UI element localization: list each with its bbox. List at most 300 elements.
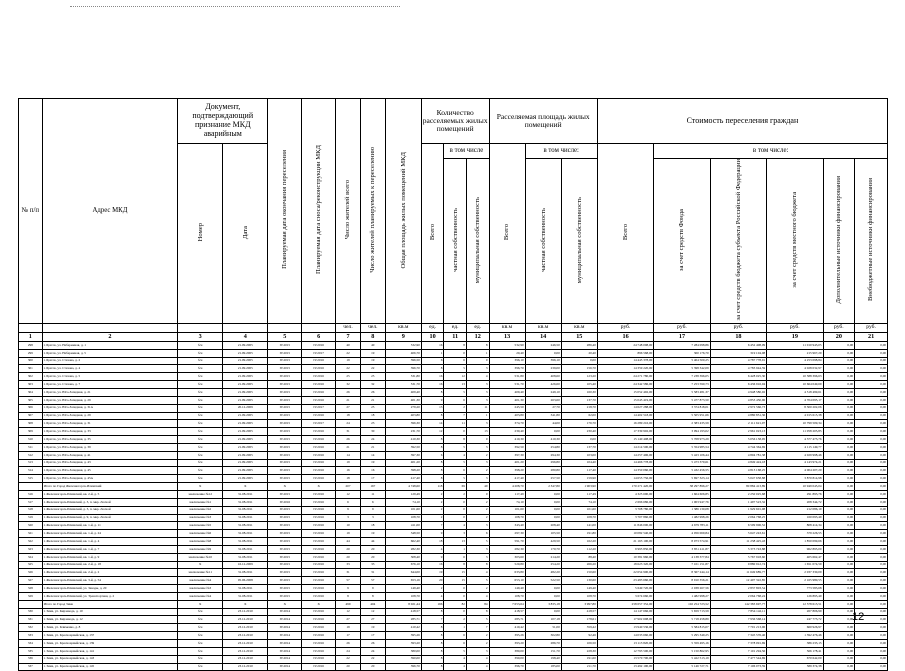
table-cell: 31.08.2011 bbox=[223, 506, 268, 514]
column-number-cell: 9 bbox=[385, 332, 421, 341]
table-cell: г. Братск, ул. Юго-Западная, д. 31 bbox=[42, 420, 177, 428]
table-cell: б/н bbox=[178, 428, 223, 436]
table-cell: 0,00 bbox=[855, 498, 888, 506]
table-cell: IV.2015 bbox=[268, 420, 302, 428]
table-cell: 22 bbox=[360, 365, 385, 373]
table-cell: 159,90 bbox=[561, 475, 597, 483]
table-cell: 1 850 099,66 bbox=[767, 538, 823, 546]
table-cell: 23.12.2010 bbox=[223, 632, 268, 640]
table-cell: 4 015 615,38 bbox=[767, 412, 823, 420]
table-cell: 108,70 bbox=[561, 592, 597, 600]
table-cell: б/н bbox=[178, 436, 223, 444]
table-cell: 808 414,34 bbox=[767, 522, 823, 530]
header-cost-extrabudget: Внебюджетные источники финансирования bbox=[855, 159, 888, 324]
table-cell: 14 350 060,00 bbox=[597, 467, 653, 475]
table-cell: IV.2015 bbox=[268, 514, 302, 522]
table-cell: 17 bbox=[360, 632, 385, 640]
table-cell: 9 bbox=[421, 530, 444, 538]
table-cell: 5 583 481,37 bbox=[654, 389, 710, 397]
table-cell: заключение №5 bbox=[178, 522, 223, 530]
table-cell: 2 037 330,09 bbox=[767, 569, 823, 577]
table-cell: 16 bbox=[421, 341, 444, 349]
table-cell: 0,00 bbox=[525, 514, 561, 522]
table-row bbox=[19, 545, 888, 553]
table-cell: 1 003 947,76 bbox=[654, 498, 710, 506]
table-cell: 2 961 023,13 bbox=[710, 428, 766, 436]
table-cell: 653,16 bbox=[385, 577, 421, 585]
table-cell: 0,00 bbox=[855, 357, 888, 365]
table-cell: 26 bbox=[336, 389, 361, 397]
table-cell: 25 bbox=[360, 373, 385, 381]
table-cell: IV.2016 bbox=[302, 561, 336, 569]
table-cell: 282,30 bbox=[385, 545, 421, 553]
table-cell: г. Железногорск-Илимский, ул. Транспортная, д. 2 bbox=[42, 592, 177, 600]
table-row bbox=[19, 608, 888, 616]
table-cell: 2 bbox=[444, 616, 467, 624]
table-cell: г. Братск, ул. Юго-Западная, д. 35 bbox=[42, 436, 177, 444]
table-cell: 74,10 bbox=[385, 498, 421, 506]
header-cost-group: Стоимость переселения граждан bbox=[597, 99, 887, 144]
table-cell: г. Братск, ул. Юго-Западная, д. 21 bbox=[42, 389, 177, 397]
table-row bbox=[19, 436, 888, 444]
table-cell: 26 bbox=[360, 389, 385, 397]
table-cell: IV.2015 bbox=[268, 475, 302, 483]
table-cell: 19 bbox=[336, 357, 361, 365]
table-cell: 7 bbox=[444, 412, 467, 420]
table-cell: 19 bbox=[360, 459, 385, 467]
table-cell: 22 bbox=[336, 349, 361, 357]
table-cell: 5 659 713,59 bbox=[654, 608, 710, 616]
table-cell: 19 bbox=[336, 624, 361, 632]
table-cell: 318 bbox=[19, 506, 43, 514]
table-row bbox=[19, 475, 888, 483]
table-cell: IV.2016 bbox=[302, 373, 336, 381]
table-cell: 404 bbox=[360, 600, 385, 608]
table-cell: 228,30 bbox=[561, 647, 597, 655]
table-cell: 21.09.2005 bbox=[223, 420, 268, 428]
table-cell: г. Зима, ул. Красноармейская, д. 137 bbox=[42, 632, 177, 640]
table-cell: 21.09.2005 bbox=[223, 459, 268, 467]
table-cell: 0,00 bbox=[855, 530, 888, 538]
table-cell: 12 bbox=[444, 373, 467, 381]
table-cell: 21 bbox=[360, 443, 385, 451]
table-cell: 31 bbox=[336, 569, 361, 577]
table-cell: 0,00 bbox=[855, 577, 888, 585]
table-cell: 5 649 720,00 bbox=[597, 585, 653, 593]
table-cell: 328 bbox=[19, 585, 43, 593]
table-cell: 17 bbox=[360, 475, 385, 483]
table-cell: 137,70 bbox=[561, 396, 597, 404]
table-row bbox=[19, 592, 888, 600]
table-cell: 103,00 bbox=[561, 451, 597, 459]
table-cell: 8 bbox=[444, 436, 467, 444]
table-cell: 6 452 408,09 bbox=[710, 341, 766, 349]
table-row bbox=[19, 428, 888, 436]
table-row bbox=[19, 420, 888, 428]
table-cell: б/н bbox=[178, 459, 223, 467]
table-cell: 0,00 bbox=[855, 632, 888, 640]
table-cell: 3 bbox=[444, 530, 467, 538]
table-cell: 0,00 bbox=[823, 577, 855, 585]
column-number-cell: 2 bbox=[42, 332, 177, 341]
table-cell: 16.12.2009 bbox=[223, 561, 268, 569]
table-cell: IV.2015 bbox=[268, 428, 302, 436]
units-row bbox=[19, 323, 888, 332]
table-cell: б/н bbox=[178, 389, 223, 397]
table-cell: 1 497 523,32 bbox=[710, 498, 766, 506]
table-cell: 88,40 bbox=[561, 553, 597, 561]
table-cell: 6 bbox=[444, 467, 467, 475]
column-number-cell: 8 bbox=[360, 332, 385, 341]
table-cell: 2 250 025,68 bbox=[710, 490, 766, 498]
table-cell: 315 bbox=[19, 475, 43, 483]
table-cell: 257,50 bbox=[525, 475, 561, 483]
table-cell: б/н bbox=[178, 443, 223, 451]
table-cell: 7 284 098,86 bbox=[654, 341, 710, 349]
table-cell: 17 339 902,00 bbox=[597, 428, 653, 436]
table-cell: 27,70 bbox=[525, 404, 561, 412]
table-cell: 8 bbox=[421, 475, 444, 483]
table-cell: 395,26 bbox=[385, 632, 421, 640]
table-cell: 31.08.2011 bbox=[223, 569, 268, 577]
table-cell bbox=[19, 483, 43, 491]
table-cell: IV.2016 bbox=[302, 467, 336, 475]
unit-cell: руб. bbox=[597, 323, 653, 332]
table-cell: 392,50 bbox=[489, 443, 525, 451]
table-cell: 05.06.2008 bbox=[223, 577, 268, 585]
table-cell: 27 bbox=[336, 404, 361, 412]
table-cell: 21.09.2005 bbox=[223, 389, 268, 397]
table-cell: 10 949 045,04 bbox=[767, 483, 823, 491]
table-cell: 105,40 bbox=[561, 381, 597, 389]
table-cell: 2 bbox=[466, 498, 489, 506]
table-cell: 0,00 bbox=[855, 451, 888, 459]
table-cell: г. Зима, ул. Красноармейская, д. 139 bbox=[42, 640, 177, 648]
table-cell: 300 176,70 bbox=[654, 349, 710, 357]
table-cell: 19 bbox=[421, 569, 444, 577]
unit-cell bbox=[268, 323, 302, 332]
column-number-cell: 4 bbox=[223, 332, 268, 341]
table-cell: 19 bbox=[360, 624, 385, 632]
table-cell: 2 bbox=[421, 490, 444, 498]
table-cell: 5 bbox=[444, 443, 467, 451]
table-cell: 1 bbox=[421, 349, 444, 357]
table-cell: 379 226,55 bbox=[767, 530, 823, 538]
table-cell: X bbox=[302, 483, 336, 491]
table-cell: заключение №4 bbox=[178, 577, 223, 585]
table-cell: 17 bbox=[336, 632, 361, 640]
table-cell: 7 253 590,73 bbox=[654, 381, 710, 389]
unit-cell: ед. bbox=[444, 323, 467, 332]
table-cell: IV.2016 bbox=[302, 545, 336, 553]
table-cell: 0,00 bbox=[823, 498, 855, 506]
table-cell: 185,00 bbox=[525, 663, 561, 671]
table-cell: 22 bbox=[336, 365, 361, 373]
table-cell: 130,60 bbox=[561, 577, 597, 585]
table-cell: 1 482 998,27 bbox=[654, 592, 710, 600]
table-cell: IV.2016 bbox=[302, 381, 336, 389]
table-cell: 14 627 288,00 bbox=[597, 404, 653, 412]
table-cell: 0,00 bbox=[823, 600, 855, 608]
table-cell: 4 849 424,18 bbox=[710, 459, 766, 467]
table-cell: 17 902 698,00 bbox=[597, 616, 653, 624]
table-cell: 1 929 601,98 bbox=[710, 506, 766, 514]
table-cell: IV.2016 bbox=[302, 577, 336, 585]
table-cell: IV.2016 bbox=[302, 608, 336, 616]
table-cell: 3 bbox=[466, 420, 489, 428]
table-cell: IV.2015 bbox=[268, 530, 302, 538]
table-cell: г. Железногорск-Илимский, кв. 2-й, д. 5 bbox=[42, 490, 177, 498]
table-cell: 4 029 998,46 bbox=[767, 451, 823, 459]
table-cell: 380,00 bbox=[385, 647, 421, 655]
table-cell: 16 289 216,00 bbox=[597, 420, 653, 428]
table-cell: 0,00 bbox=[855, 592, 888, 600]
table-cell: 0,00 bbox=[855, 553, 888, 561]
table-cell: 0 bbox=[444, 506, 467, 514]
table-cell: 4 208,70 bbox=[489, 483, 525, 491]
table-cell: IV.2016 bbox=[302, 357, 336, 365]
table-cell: 21.09.2005 bbox=[223, 365, 268, 373]
table-cell: 21 163 100,00 bbox=[597, 538, 653, 546]
table-cell: 51,00 bbox=[525, 624, 561, 632]
table-cell: 6 bbox=[360, 498, 385, 506]
table-cell: 531,70 bbox=[385, 381, 421, 389]
table-cell: IV.2015 bbox=[268, 443, 302, 451]
table-cell: 302 bbox=[19, 373, 43, 381]
table-cell: 4 bbox=[466, 592, 489, 600]
table-cell: 321 bbox=[19, 530, 43, 538]
table-cell: 0 bbox=[444, 592, 467, 600]
table-row bbox=[19, 522, 888, 530]
table-cell: г. Братск, ул. Юго-Западная, д. 43 bbox=[42, 459, 177, 467]
table-row bbox=[19, 655, 888, 663]
table-cell: IV.2015 bbox=[268, 365, 302, 373]
table-cell: 0,00 bbox=[855, 373, 888, 381]
table-cell: 418,57 bbox=[489, 608, 525, 616]
table-cell: б/н bbox=[178, 467, 223, 475]
table-cell: 11 bbox=[360, 490, 385, 498]
table-cell: г. Братск, ул. Юго-Западная, д. 41 bbox=[42, 451, 177, 459]
table-cell: 393,20 bbox=[489, 640, 525, 648]
table-cell: 11 846 000,00 bbox=[597, 522, 653, 530]
table-cell: 417,40 bbox=[385, 475, 421, 483]
table-cell: IV.2015 bbox=[268, 553, 302, 561]
table-cell: IV.2015 bbox=[268, 585, 302, 593]
table-cell: 0,00 bbox=[855, 514, 888, 522]
table-cell: 21.09.2005 bbox=[223, 373, 268, 381]
table-cell: 13 bbox=[444, 381, 467, 389]
table-cell: 14 359 220,00 bbox=[597, 365, 653, 373]
table-row bbox=[19, 467, 888, 475]
table-cell: 5 150 862,95 bbox=[654, 647, 710, 655]
table-cell: 11 010 943,05 bbox=[767, 341, 823, 349]
header-area-municipal: муниципальная собственность bbox=[561, 159, 597, 324]
table-cell: 18 bbox=[336, 412, 361, 420]
table-cell: 9 bbox=[421, 553, 444, 561]
table-cell: 160 093,49 bbox=[767, 514, 823, 522]
table-cell: 9 bbox=[336, 506, 361, 514]
table-cell: IV.2017 bbox=[302, 349, 336, 357]
table-cell: 108,70 bbox=[489, 592, 525, 600]
table-cell: 0,00 bbox=[525, 585, 561, 593]
table-cell: 329 bbox=[19, 592, 43, 600]
table-cell: 5 505 951,66 bbox=[654, 412, 710, 420]
table-cell: 7 bbox=[466, 624, 489, 632]
table-cell: 12 793 500,00 bbox=[597, 647, 653, 655]
table-row bbox=[19, 341, 888, 349]
unit-cell: руб. bbox=[654, 323, 710, 332]
table-cell: 0,00 bbox=[855, 475, 888, 483]
table-cell: 258 057 352,00 bbox=[597, 600, 653, 608]
table-cell: 24 bbox=[336, 647, 361, 655]
table-cell: 4 bbox=[444, 522, 467, 530]
table-cell: 8 bbox=[421, 632, 444, 640]
table-cell: 13 940 536,00 bbox=[597, 624, 653, 632]
header-doc-number: Номер bbox=[178, 144, 223, 324]
table-cell: 11 238 425,43 bbox=[710, 538, 766, 546]
table-cell: 0,00 bbox=[823, 475, 855, 483]
table-cell: 129,49 bbox=[385, 490, 421, 498]
table-cell: 294,30 bbox=[525, 451, 561, 459]
table-cell: 532,90 bbox=[385, 341, 421, 349]
table-cell: 0,00 bbox=[525, 349, 561, 357]
table-cell: 0 bbox=[444, 428, 467, 436]
table-cell bbox=[19, 600, 43, 608]
table-row bbox=[19, 538, 888, 546]
table-cell: 23 483 660,00 bbox=[597, 577, 653, 585]
table-cell: 57 bbox=[336, 577, 361, 585]
table-cell: 117,49 bbox=[489, 490, 525, 498]
table-cell: 12 bbox=[336, 490, 361, 498]
table-cell: 0,00 bbox=[525, 608, 561, 616]
header-area-total: Всего bbox=[489, 144, 525, 324]
unit-cell: кв.м bbox=[385, 323, 421, 332]
table-cell: б/н bbox=[178, 608, 223, 616]
table-cell: IV.2016 bbox=[302, 663, 336, 671]
table-row bbox=[19, 459, 888, 467]
table-cell: 4 518 499,61 bbox=[767, 389, 823, 397]
table-cell: 4 004 207,20 bbox=[767, 467, 823, 475]
table-cell: IV.2015 bbox=[268, 404, 302, 412]
table-cell: 0,00 bbox=[823, 553, 855, 561]
table-cell: IV.2017 bbox=[302, 420, 336, 428]
table-cell: 660 926,97 bbox=[767, 624, 823, 632]
table-cell: 0,00 bbox=[823, 655, 855, 663]
table-cell: 531,80 bbox=[385, 373, 421, 381]
table-cell: 178,61 bbox=[561, 616, 597, 624]
table-cell: IV.2016 bbox=[302, 475, 336, 483]
table-cell: 239,00 bbox=[525, 365, 561, 373]
table-cell: 19 bbox=[360, 357, 385, 365]
table-cell: 0,00 bbox=[823, 538, 855, 546]
table-cell: 396,30 bbox=[385, 420, 421, 428]
table-cell: 12 bbox=[336, 608, 361, 616]
table-cell: 23.12.2010 bbox=[223, 640, 268, 648]
table-cell: 2 383 435,59 bbox=[654, 420, 710, 428]
table-cell: 108,70 bbox=[489, 514, 525, 522]
table-cell: 62,00 bbox=[561, 412, 597, 420]
table-cell: 5 056 158,95 bbox=[710, 436, 766, 444]
table-cell: 308 bbox=[19, 420, 43, 428]
table-cell: 5 bbox=[444, 647, 467, 655]
table-row bbox=[19, 530, 888, 538]
table-cell: X bbox=[223, 600, 268, 608]
table-row bbox=[19, 561, 888, 569]
table-cell: 5 373 743,88 bbox=[710, 545, 766, 553]
table-cell: 31.08.2011 bbox=[223, 553, 268, 561]
table-cell: X bbox=[268, 483, 302, 491]
table-cell: IV.2015 bbox=[268, 522, 302, 530]
table-cell: 3 374 818,01 bbox=[654, 404, 710, 412]
table-cell: 4 028 032,97 bbox=[767, 365, 823, 373]
table-cell: X bbox=[178, 600, 223, 608]
table-cell: 3 708 780,00 bbox=[597, 506, 653, 514]
table-cell: 309 bbox=[19, 428, 43, 436]
table-cell: 198,40 bbox=[525, 655, 561, 663]
table-cell: 247 773,72 bbox=[767, 616, 823, 624]
table-cell: 0,00 bbox=[855, 443, 888, 451]
table-cell: 8 bbox=[421, 608, 444, 616]
table-cell: 0,00 bbox=[823, 428, 855, 436]
table-cell: X bbox=[178, 561, 223, 569]
table-cell: 417,40 bbox=[489, 475, 525, 483]
header-cost-total: Всего bbox=[597, 144, 653, 324]
table-cell: 21.09.2005 bbox=[223, 443, 268, 451]
table-cell: 670 642,00 bbox=[767, 655, 823, 663]
table-cell: г. Зима, ул. Красноармейская, д. 143 bbox=[42, 655, 177, 663]
table-cell: б/н bbox=[178, 663, 223, 671]
table-cell: заключение №1 bbox=[178, 498, 223, 506]
table-cell: 0,00 bbox=[823, 545, 855, 553]
table-row bbox=[19, 640, 888, 648]
table-cell: 410,30 bbox=[385, 436, 421, 444]
table-cell: 3 bbox=[466, 443, 489, 451]
table-cell: 0,00 bbox=[525, 490, 561, 498]
table-cell: 4 138 377,84 bbox=[654, 553, 710, 561]
table-cell: 0,00 bbox=[525, 498, 561, 506]
table-cell: 4 bbox=[444, 451, 467, 459]
unit-cell: кв.м bbox=[525, 323, 561, 332]
table-cell: г. Братск, ул. Набережная, д. 5 bbox=[42, 349, 177, 357]
table-cell: 5 bbox=[444, 365, 467, 373]
table-cell: 0,00 bbox=[823, 624, 855, 632]
column-number-cell: 3 bbox=[178, 332, 223, 341]
table-cell: 31.08.2011 bbox=[223, 585, 268, 593]
table-cell: 0,00 bbox=[823, 381, 855, 389]
table-cell: IV.2016 bbox=[302, 443, 336, 451]
table-cell: IV.2014 bbox=[268, 647, 302, 655]
table-cell: 1 bbox=[466, 349, 489, 357]
table-cell: 3 bbox=[466, 396, 489, 404]
table-cell: 4 bbox=[444, 663, 467, 671]
table-cell: 5 404 500,25 bbox=[654, 357, 710, 365]
table-cell: 317 bbox=[19, 498, 43, 506]
table-cell: IV.2015 bbox=[268, 506, 302, 514]
table-cell: 591,70 bbox=[489, 538, 525, 546]
table-cell: г. Железногорск-Илимский, кв. 1-й, д. 4 bbox=[42, 538, 177, 546]
table-cell: 3 bbox=[466, 365, 489, 373]
table-cell: 141,00 bbox=[561, 522, 597, 530]
column-number-cell: 7 bbox=[336, 332, 361, 341]
table-cell: 14 257 496,00 bbox=[597, 451, 653, 459]
unit-cell: чел. bbox=[360, 323, 385, 332]
table-cell: б/н bbox=[178, 373, 223, 381]
table-cell: 137,70 bbox=[561, 443, 597, 451]
unit-cell bbox=[42, 323, 177, 332]
column-number-cell: 13 bbox=[489, 332, 525, 341]
table-cell: 395,26 bbox=[489, 632, 525, 640]
table-cell: б/н bbox=[178, 640, 223, 648]
